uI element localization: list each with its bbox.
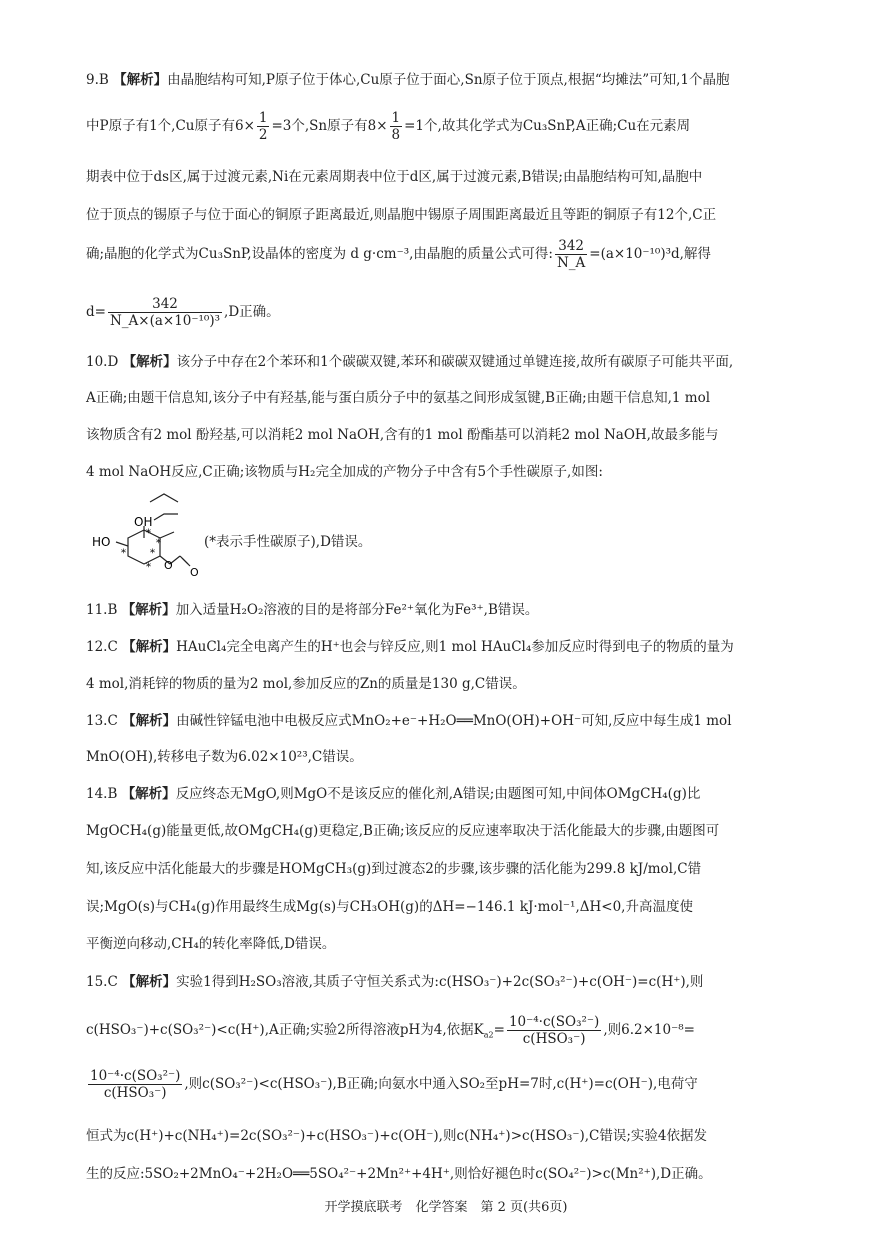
q13-line1 <box>86 709 892 729</box>
chiral-star: * <box>146 562 151 573</box>
fraction <box>390 110 403 143</box>
text: 加入适量H₂O₂溶液的目的是将部分Fe²⁺氧化为Fe³⁺,B错误。 <box>175 602 539 618</box>
denominator: N_A×(a×10⁻¹⁰)³ <box>109 313 221 329</box>
q9-line1 <box>86 68 892 88</box>
q14-line1 <box>86 782 892 802</box>
q9-line5 <box>86 238 892 271</box>
numerator: 342 <box>108 296 222 313</box>
question-number: 10.D <box>86 354 119 370</box>
denominator: 2 <box>258 127 268 143</box>
q9-line2 <box>86 110 892 143</box>
q11-line1 <box>86 598 892 618</box>
chiral-star: * <box>150 548 155 559</box>
text: HAuCl₄完全电离产生的H⁺也会与锌反应,则1 mol HAuCl₄参加反应时得到电子的物质的量为 <box>176 639 734 655</box>
q10-line2: A正确;由题干信息知,该分子中有羟基,能与蛋白质分子中的氨基之间形成氢键,B正确;由题干信息知,1 mol <box>86 390 711 406</box>
analysis-tag: 【解析】 <box>122 713 177 729</box>
q14-line4: 误;MgO(s)与CH₄(g)作用最终生成Mg(s)与CH₃OH(g)的ΔH=−146.1 kJ·mol⁻¹,ΔH<0,升高温度使 <box>86 899 693 915</box>
fraction <box>507 1014 601 1047</box>
text: ,则6.2×10⁻⁸= <box>603 1022 695 1038</box>
q14-line2: MgOCH₄(g)能量更低,故OMgCH₄(g)更稳定,B正确;该反应的反应速率取决于活化能最大的步骤,由题图可 <box>86 823 720 839</box>
text: 实验1得到H₂SO₃溶液,其质子守恒关系式为:c(HSO₃⁻)+2c(SO₃²⁻)+c(OH⁻)=c(H⁺),则 <box>176 974 704 990</box>
page-footer: 开学摸底联考 化学答案 第 2 页(共6页) <box>324 1200 568 1215</box>
text: =3个,Sn原子有8× <box>271 118 388 134</box>
text: = <box>493 1022 505 1038</box>
q10-line1 <box>86 350 892 370</box>
analysis-tag: 【解析】 <box>122 354 177 370</box>
ho-label: HO <box>92 535 111 549</box>
analysis-tag: 【解析】 <box>122 639 177 655</box>
q9-line6 <box>86 296 892 329</box>
text: ,则c(SO₃²⁻)<c(HSO₃⁻),B正确;向氨水中通入SO₂至pH=7时,c(H⁺)=c(OH⁻),电荷守 <box>184 1076 698 1092</box>
q12-line1 <box>86 635 892 655</box>
q15-line3 <box>86 1068 892 1101</box>
question-number: 11.B <box>86 602 118 618</box>
q9-line3: 期表中位于ds区,属于过渡元素,Ni在元素周期表中位于d区,属于过渡元素,B错误;由晶胞结构可知,晶胞中 <box>86 169 703 185</box>
denominator: N_A <box>556 255 586 271</box>
fraction <box>257 110 270 143</box>
q15-line1 <box>86 970 892 990</box>
denominator: c(HSO₃⁻) <box>522 1031 586 1047</box>
q12-line2: 4 mol,消耗锌的物质的量为2 mol,参加反应的Zn的质量是130 g,C错误。 <box>86 676 526 692</box>
subscript: a2 <box>483 1030 494 1040</box>
analysis-tag: 【解析】 <box>113 72 168 88</box>
text: 该分子中存在2个苯环和1个碳碳双键,苯环和碳碳双键通过单键连接,故所有碳原子可能共平面, <box>176 354 734 370</box>
q13-line2: MnO(OH),转移电子数为6.02×10²³,C错误。 <box>86 749 363 765</box>
text: =1个,故其化学式为Cu₃SnP,A正确;Cu在元素周 <box>404 118 691 134</box>
numerator: 1 <box>391 110 401 126</box>
analysis-tag: 【解析】 <box>121 602 176 618</box>
text: ,D正确。 <box>224 304 280 320</box>
fraction <box>555 238 587 271</box>
question-number: 15.C <box>86 974 118 990</box>
chiral-star: * <box>146 528 151 539</box>
oh-label: OH <box>134 515 153 529</box>
q15-line5: 生的反应:5SO₂+2MnO₄⁻+2H₂O══5SO₄²⁻+2Mn²⁺+4H⁺,则恰好褪色时c(SO₄²⁻)>c(Mn²⁺),D正确。 <box>86 1166 712 1182</box>
text: d= <box>86 304 106 320</box>
analysis-tag: 【解析】 <box>121 786 176 802</box>
text: 由晶胞结构可知,P原子位于体心,Cu原子位于面心,Sn原子位于顶点,根据“均摊法”可知,1个晶胞 <box>167 72 730 88</box>
q14-line5: 平衡逆向移动,CH₄的转化率降低,D错误。 <box>86 936 336 952</box>
q10-line4: 4 mol NaOH反应,C正确;该物质与H₂完全加成的产物分子中含有5个手性碳原子,如图: <box>86 464 603 480</box>
numerator: 10⁻⁴·c(SO₃²⁻) <box>508 1014 600 1030</box>
denominator: c(HSO₃⁻) <box>103 1085 167 1101</box>
o-label: O <box>164 559 173 572</box>
question-number: 12.C <box>86 639 118 655</box>
question-number: 14.B <box>86 786 118 802</box>
text: 反应终态无MgO,则MgO不是该反应的催化剂,A错误;由题图可知,中间体OMgCH₄(g)比 <box>175 786 701 802</box>
q15-line4: 恒式为c(H⁺)+c(NH₄⁺)=2c(SO₃²⁻)+c(HSO₃⁻)+c(OH⁻),则c(NH₄⁺)>c(HSO₃⁻),C错误;实验4依据发 <box>86 1128 707 1144</box>
text: 中P原子有1个,Cu原子有6× <box>86 118 255 134</box>
numerator: 1 <box>258 110 268 126</box>
q15-line2 <box>86 1014 892 1047</box>
chiral-molecule-structure <box>88 492 208 584</box>
q14-line3: 知,该反应中活化能最大的步骤是HOMgCH₃(g)到过渡态2的步骤,该步骤的活化能为299.8 kJ/mol,C错 <box>86 861 702 877</box>
numerator: 342 <box>555 238 587 255</box>
q10-line3: 该物质含有2 mol 酚羟基,可以消耗2 mol NaOH,含有的1 mol 酚酯基可以消耗2 mol NaOH,故最多能与 <box>86 427 719 443</box>
denominator: 8 <box>391 127 401 143</box>
chiral-star: * <box>121 548 126 559</box>
fraction <box>88 1068 182 1101</box>
fraction <box>108 296 222 329</box>
q10-note: (*表示手性碳原子),D错误。 <box>204 534 372 550</box>
analysis-tag: 【解析】 <box>122 974 177 990</box>
text: c(HSO₃⁻)+c(SO₃²⁻)<c(H⁺),A正确;实验2所得溶液pH为4,依据K <box>86 1022 484 1038</box>
o-label: O <box>190 566 199 579</box>
question-number: 9.B <box>86 72 109 88</box>
text: 确;晶胞的化学式为Cu₃SnP,设晶体的密度为 d g·cm⁻³,由晶胞的质量公式可得: <box>86 246 553 262</box>
text: 由碱性锌锰电池中电极反应式MnO₂+e⁻+H₂O══MnO(OH)+OH⁻可知,反应中每生成1 mol <box>176 713 732 729</box>
text: =(a×10⁻¹⁰)³d,解得 <box>589 246 711 262</box>
question-number: 13.C <box>86 713 118 729</box>
chiral-star: * <box>156 538 161 549</box>
q9-line4: 位于顶点的锡原子与位于面心的铜原子距离最近,则晶胞中锡原子周围距离最近且等距的铜原子有12个,C正 <box>86 207 717 223</box>
numerator: 10⁻⁴·c(SO₃²⁻) <box>90 1068 181 1084</box>
